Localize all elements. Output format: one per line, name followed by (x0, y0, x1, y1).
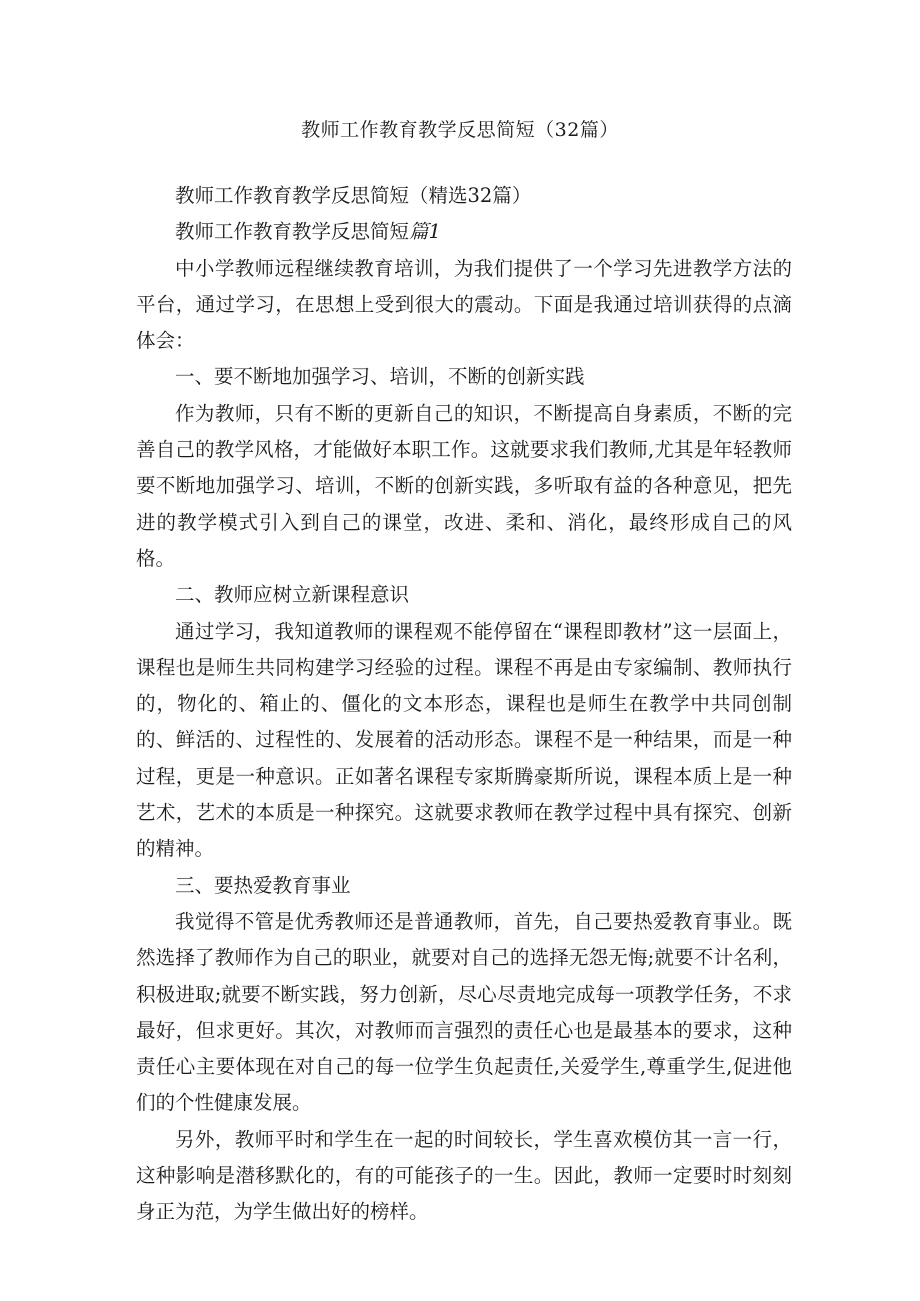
paragraph-intro: 中小学教师远程继续教育培训，为我们提供了一个学习先进教学方法的平台，通过学习，在思想上受到很大的震动。下面是我通过培训获得的点滴体会： (136, 256, 792, 353)
section-heading-number: 篇1 (409, 220, 441, 244)
document-body (136, 178, 792, 1231)
paragraph-1: 作为教师，只有不断的更新自己的知识，不断提高自身素质，不断的完善自己的教学风格，才能做好本职工作。这就要求我们教师,尤其是年轻教师要不断地加强学习、培训，不断的创新实践，多听取有益的各种意见，把先进的教学模式引入到自己的课堂，改进、柔和、消化，最终形成自己的风格。 (136, 401, 792, 570)
section-heading-text: 教师工作教育教学反思简短 (175, 220, 410, 244)
heading-2: 二、教师应树立新课程意识 (175, 583, 410, 607)
paragraph-3: 我觉得不管是优秀教师还是普通教师，首先，自己要热爱教育事业。既然选择了教师作为自己的职业，就要对自己的选择无怨无悔;就要不计名利，积极进取;就要不断实践，努力创新，尽心尽责地完成每一项教学任务，不求最好，但求更好。其次，对教师而言强烈的责任心也是最基本的要求，这种责任心主要体现在对自己的每一位学生负起责任,关爱学生,尊重学生,促进他们的个性健康发展。 (136, 909, 792, 1115)
section-heading (136, 214, 792, 250)
heading-1: 一、要不断地加强学习、培训，不断的创新实践 (175, 365, 585, 389)
heading-3: 三、要热爱教育事业 (175, 873, 351, 897)
document-subtitle: 教师工作教育教学反思简短（精选32篇） (175, 184, 532, 207)
paragraph-4: 另外，教师平时和学生在一起的时间较长，学生喜欢模仿其一言一行，这种影响是潜移默化的，有的可能孩子的一生。因此，教师一定要时时刻刻身正为范，为学生做出好的榜样。 (136, 1127, 792, 1224)
document-title: 教师工作教育教学反思简短（32篇） (301, 119, 619, 141)
paragraph-2: 通过学习，我知道教师的课程观不能停留在“课程即教材”这一层面上，课程也是师生共同构建学习经验的过程。课程不再是由专家编制、教师执行的，物化的、箱止的、僵化的文本形态，课程也是师生在教学中共同创制的、鲜活的、过程性的、发展着的活动形态。课程不是一种结果，而是一种过程，更是一种意识。正如著名课程专家斯腾豪斯所说，课程本质上是一种艺术，艺术的本质是一种探究。这就要求教师在教学过程中具有探究、创新的精神。 (136, 619, 792, 861)
